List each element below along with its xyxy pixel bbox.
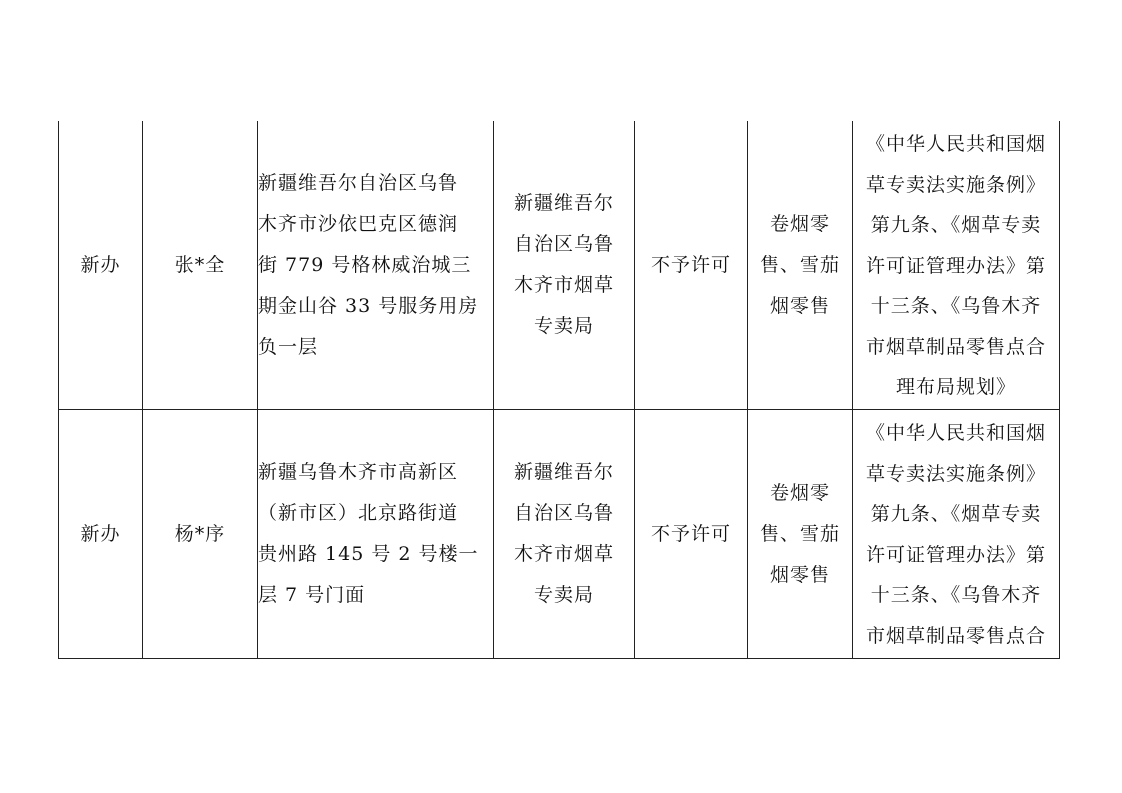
business-scope-cell xyxy=(748,121,853,410)
decision: 不予许可 xyxy=(650,522,731,545)
business-address-cell xyxy=(258,410,494,659)
business-address-cell xyxy=(258,121,494,410)
issuing-authority-cell xyxy=(494,410,635,659)
business-scope: 卷烟零 售、雪茄 烟零售 xyxy=(759,212,840,317)
application-type: 新办 xyxy=(80,522,121,545)
applicant-name: 张*全 xyxy=(174,253,226,276)
business-address: 新疆维吾尔自治区乌鲁 木齐市沙依巴克区德润 街 779 号格林威治城三 期金山谷 33 号服务用房 负一层 xyxy=(258,171,479,358)
business-scope-cell xyxy=(748,410,853,659)
application-type-cell xyxy=(59,410,143,659)
decision-cell xyxy=(635,410,748,659)
license-decision-table xyxy=(58,121,1060,659)
applicant-name-cell xyxy=(143,121,258,410)
issuing-authority: 新疆维吾尔 自治区乌鲁 木齐市烟草 专卖局 xyxy=(513,461,614,606)
decision: 不予许可 xyxy=(650,253,731,276)
legal-basis-cell xyxy=(853,121,1060,410)
issuing-authority-cell xyxy=(494,121,635,410)
application-type: 新办 xyxy=(80,253,121,276)
decision-cell xyxy=(635,121,748,410)
legal-basis-cell xyxy=(853,410,1060,659)
legal-basis: 《中华人民共和国烟 草专卖法实施条例》 第九条、《烟草专卖 许可证管理办法》第 十三条、《乌鲁木齐 市烟草制品零售点合 xyxy=(865,422,1046,647)
issuing-authority: 新疆维吾尔 自治区乌鲁 木齐市烟草 专卖局 xyxy=(513,192,614,337)
applicant-name-cell xyxy=(143,410,258,659)
legal-basis: 《中华人民共和国烟 草专卖法实施条例》 第九条、《烟草专卖 许可证管理办法》第 十三条、《乌鲁木齐 市烟草制品零售点合 理布局规划》 xyxy=(865,133,1046,399)
table-row xyxy=(59,121,1060,410)
business-address: 新疆乌鲁木齐市高新区 （新市区）北京路街道 贵州路 145 号 2 号楼一 层 7 号门面 xyxy=(258,461,479,606)
applicant-name: 杨*序 xyxy=(174,522,226,545)
business-scope: 卷烟零 售、雪茄 烟零售 xyxy=(759,481,840,586)
application-type-cell xyxy=(59,121,143,410)
table-row xyxy=(59,410,1060,659)
